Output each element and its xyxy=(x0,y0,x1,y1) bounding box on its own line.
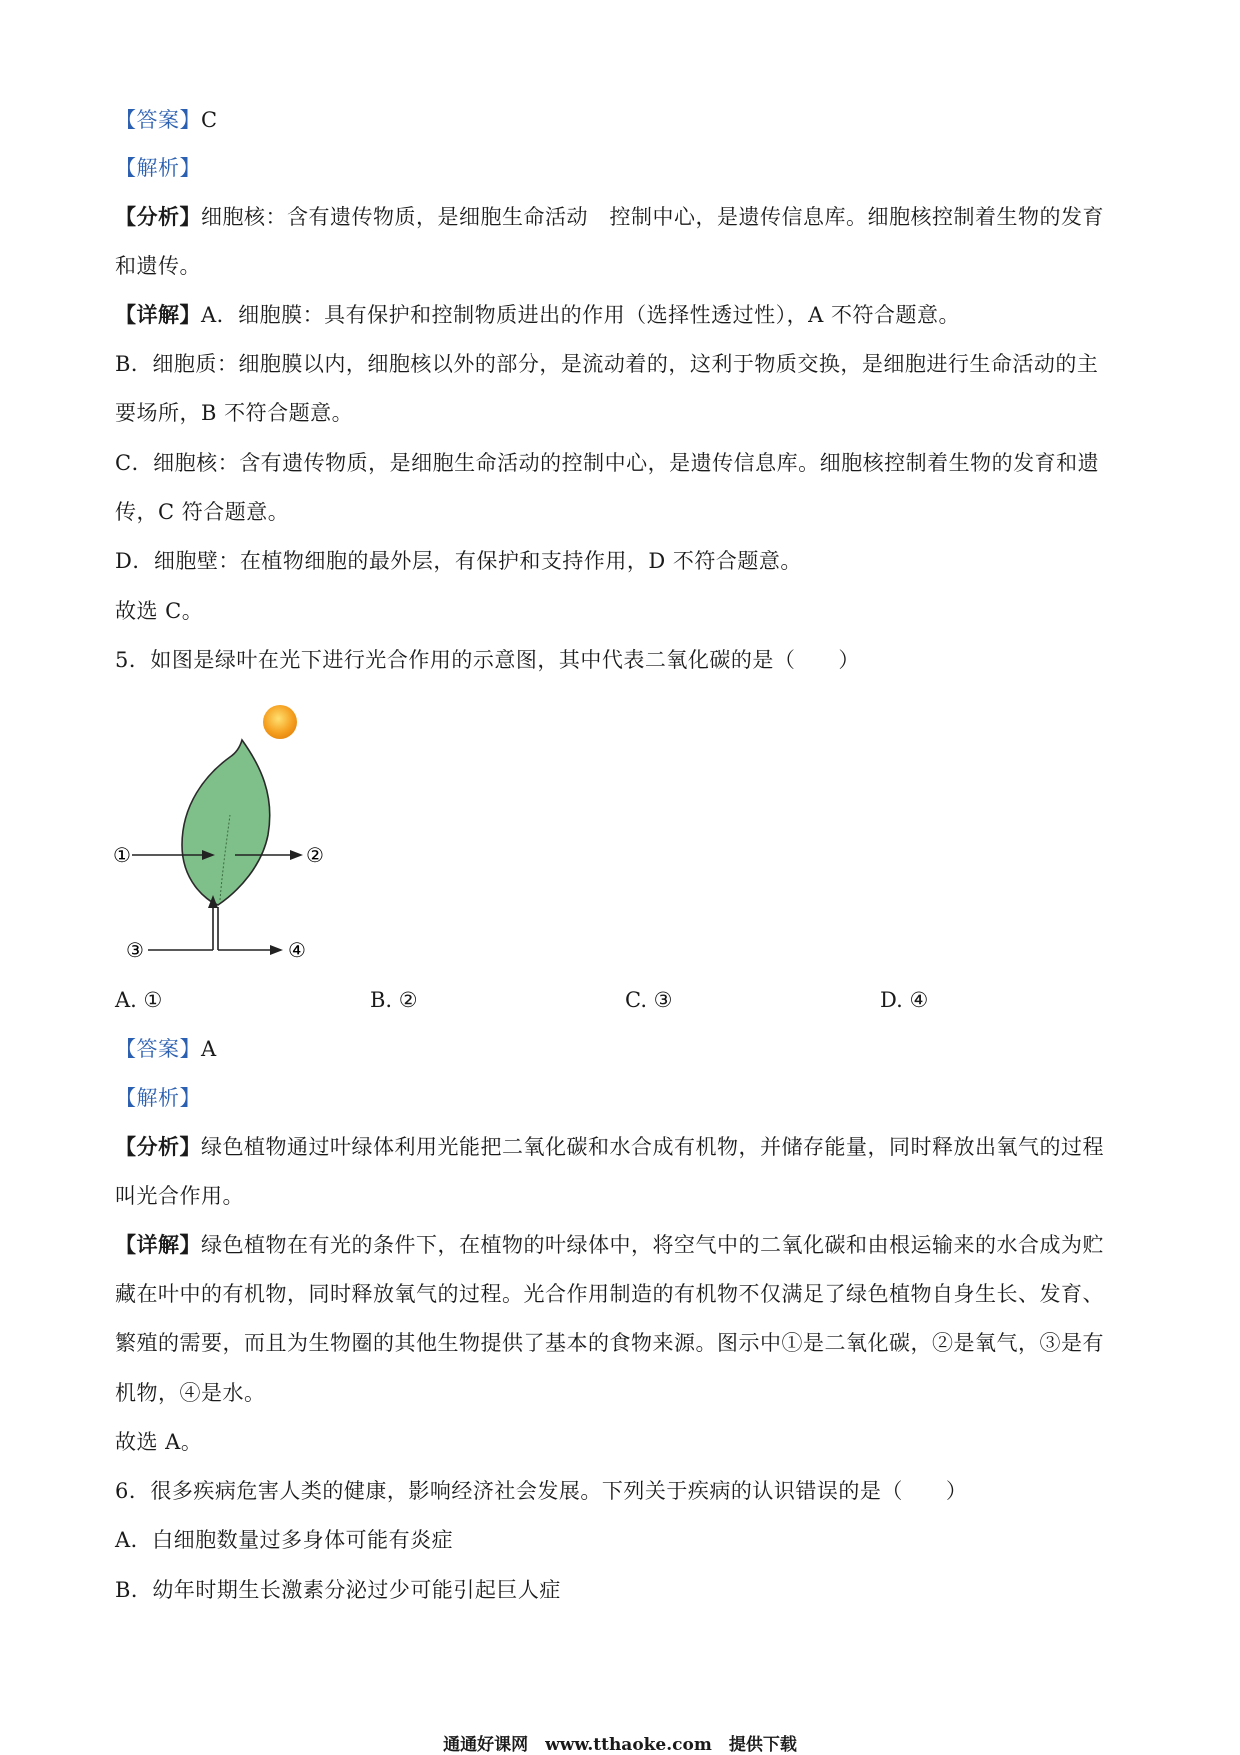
q4-detail-line2: B．细胞质：细胞膜以内，细胞核以外的部分，是流动着的，这利于物质交换，是细胞进行生命活动的主 xyxy=(115,352,1099,376)
answer-tag: 【答案】 xyxy=(115,108,201,132)
q5-answer xyxy=(115,1034,217,1064)
option-a: A. ① xyxy=(115,988,163,1012)
q5-fenxi-line1 xyxy=(115,1132,1104,1162)
option-d: D. ④ xyxy=(880,988,929,1012)
answer-tag: 【答案】 xyxy=(115,1037,201,1061)
leaf-icon xyxy=(182,740,270,905)
q4-conclusion: 故选 C。 xyxy=(115,599,204,623)
q4-detail-line3: 要场所，B 不符合题意。 xyxy=(115,401,354,425)
q5-analysis-tag: 【解析】 xyxy=(115,1086,201,1110)
q5-conclusion: 故选 A。 xyxy=(115,1430,203,1454)
detail-text: 绿色植物在有光的条件下，在植物的叶绿体中，将空气中的二氧化碳和由根运输来的水合成为贮 xyxy=(201,1233,1104,1257)
fenxi-text: 绿色植物通过叶绿体利用光能把二氧化碳和水合成有机物，并储存能量，同时释放出氧气的过程 xyxy=(201,1135,1104,1159)
answer-value: C xyxy=(201,108,218,132)
option-c: C. ③ xyxy=(625,988,673,1012)
q5-stem: 5．如图是绿叶在光下进行光合作用的示意图，其中代表二氧化碳的是（ ） xyxy=(115,648,860,672)
q4-answer xyxy=(115,105,218,135)
q5-detail-line2: 藏在叶中的有机物，同时释放氧气的过程。光合作用制造的有机物不仅满足了绿色植物自身生长、发育、 xyxy=(115,1282,1104,1306)
q5-detail-line1 xyxy=(115,1230,1104,1260)
q4-detail-line6: D．细胞壁：在植物细胞的最外层，有保护和支持作用，D 不符合题意。 xyxy=(115,549,802,573)
label-3: ③ xyxy=(126,938,144,962)
q6-option-b: B．幼年时期生长激素分泌过少可能引起巨人症 xyxy=(115,1578,561,1602)
page-footer: 通通好课网 www.tthaoke.com 提供下载 xyxy=(443,1735,797,1755)
label-1: ① xyxy=(113,843,131,867)
photosynthesis-leaf-figure xyxy=(110,695,370,970)
q4-analysis-tag: 【解析】 xyxy=(115,156,201,180)
q4-detail-line5: 传，C 符合题意。 xyxy=(115,500,290,524)
q4-detail-line4: C．细胞核：含有遗传物质，是细胞生命活动的控制中心，是遗传信息库。细胞核控制着生物的发育和遗 xyxy=(115,451,1100,475)
detail-tag: 【详解】 xyxy=(115,302,201,327)
option-b: B. ② xyxy=(370,988,418,1012)
answer-value: A xyxy=(201,1037,217,1061)
q4-detail-line1 xyxy=(115,300,960,330)
q6-option-a: A．白细胞数量过多身体可能有炎症 xyxy=(115,1528,454,1552)
detail-text: A．细胞膜：具有保护和控制物质进出的作用（选择性透过性），A 不符合题意。 xyxy=(201,303,961,327)
q5-detail-line4: 机物，④是水。 xyxy=(115,1381,266,1405)
sun-icon xyxy=(263,705,297,739)
fenxi-tag: 【分析】 xyxy=(115,1134,201,1159)
label-4: ④ xyxy=(288,938,306,962)
q6-stem: 6．很多疾病危害人类的健康，影响经济社会发展。下列关于疾病的认识错误的是（ ） xyxy=(115,1479,968,1503)
q5-detail-line3: 繁殖的需要，而且为生物圈的其他生物提供了基本的食物来源。图示中①是二氧化碳，②是氧气，③是有 xyxy=(115,1331,1104,1355)
label-2: ② xyxy=(306,843,324,867)
q5-fenxi-line2: 叫光合作用。 xyxy=(115,1184,244,1208)
fenxi-tag: 【分析】 xyxy=(115,204,201,229)
fenxi-text: 细胞核：含有遗传物质，是细胞生命活动 控制中心，是遗传信息库。细胞核控制着生物的发育 xyxy=(201,205,1104,229)
detail-tag: 【详解】 xyxy=(115,1232,201,1257)
q4-fenxi-line2: 和遗传。 xyxy=(115,254,201,278)
q4-fenxi-line1 xyxy=(115,202,1104,232)
